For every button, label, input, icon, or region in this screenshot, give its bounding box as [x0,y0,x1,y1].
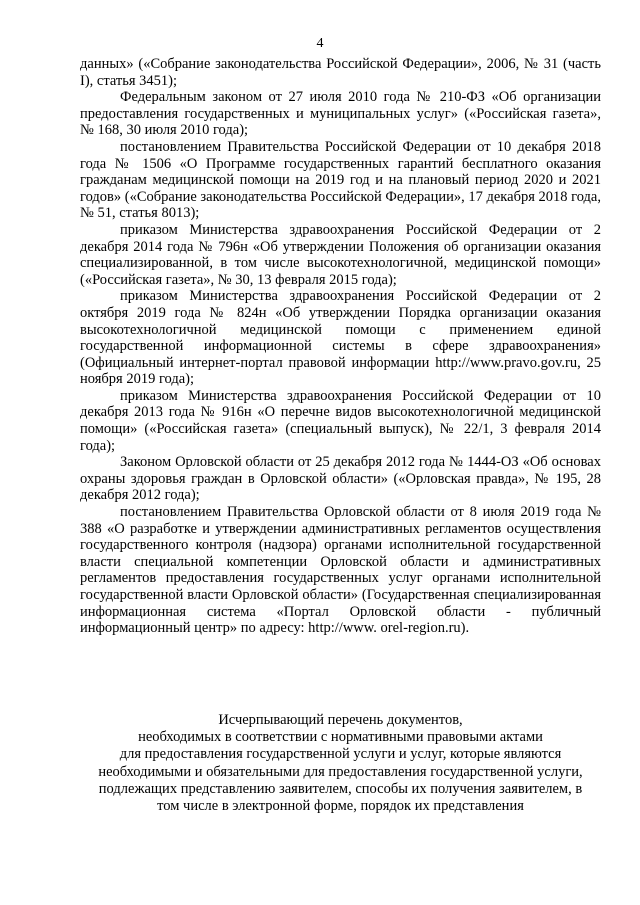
paragraph-continuation: данных» («Собрание законодательства Российской Федерации», 2006, № 31 (часть I), статья 3451); [80,56,601,89]
heading-line: подлежащих представлению заявителем, способы их получения заявителем, в [98,780,583,797]
paragraph-order-796n: приказом Министерства здравоохранения Российской Федерации от 2 декабря 2014 года № 796н «Об утверждении Положения об организации оказания специализированной, в том числе высокотехнологичной, медицинской помощи» («Российская газета», № 30, 13 февраля 2015 года); [80,221,601,288]
section-heading [80,712,601,815]
paragraph-order-824n: приказом Министерства здравоохранения Российской Федерации от 2 октября 2019 года № 824н «Об утверждении Порядка организации оказания высокотехнологичной медицинской помощи с применением единой государственной информационной системы в сфере здравоохранения» (Официальный интернет-портал правовой информации http://www.pravo.gov.ru, 25 ноября 2019 года); [80,288,601,388]
heading-line: том числе в электронной форме, порядок их представления [157,798,524,815]
paragraph-oryol-law-1444: Законом Орловской области от 25 декабря 2012 года № 1444-ОЗ «Об основах охраны здоровья граждан в Орловской области» («Орловская правда», № 195, 28 декабря 2012 года); [80,454,601,504]
paragraph-government-decree-1506: постановлением Правительства Российской Федерации от 10 декабря 2018 года № 1506 «О Программе государственных гарантий бесплатного оказания гражданам медицинской помощи на 2019 год и на плановый период 2020 и 2021 годов» («Собрание законодательства Российской Федерации», 17 декабря 2018 года, № 51, статья 8013); [80,138,601,222]
page-number: 4 [316,36,324,51]
paragraph-order-916n: приказом Министерства здравоохранения Российской Федерации от 10 декабря 2013 года № 916н «О перечне видов высокотехнологичной медицинской помощи» («Российская газета» (специальный выпуск), № 22/1, 3 февраля 2014 года); [80,387,601,454]
paragraph-federal-law-210: Федеральным законом от 27 июля 2010 года № 210-ФЗ «Об организации предоставления государственных и муниципальных услуг» («Российская газета», № 168, 30 июля 2010 года); [80,89,601,139]
heading-line: необходимыми и обязательными для предоставления государственной услуги, [98,763,583,780]
heading-line: для предоставления государственной услуги и услуг, которые являются [119,746,562,763]
heading-line: необходимых в соответствии с нормативными правовыми актами [138,729,543,746]
paragraph-oryol-decree-388: постановлением Правительства Орловской области от 8 июля 2019 года № 388 «О разработке и утверждении административных регламентов осуществления государственного контроля (надзора) органами исполнительной государственной власти специальной компетенции Орловской области и административных регламентов предоставления государственных услуг органами исполнительной государственной власти Орловской области» (Государственная специализированная информационная система «Портал Орловской области - публичный информационный центр» по адресу: http://www. orel-region.ru). [80,504,601,637]
heading-line: Исчерпывающий перечень документов, [218,712,463,728]
document-body [80,56,601,637]
